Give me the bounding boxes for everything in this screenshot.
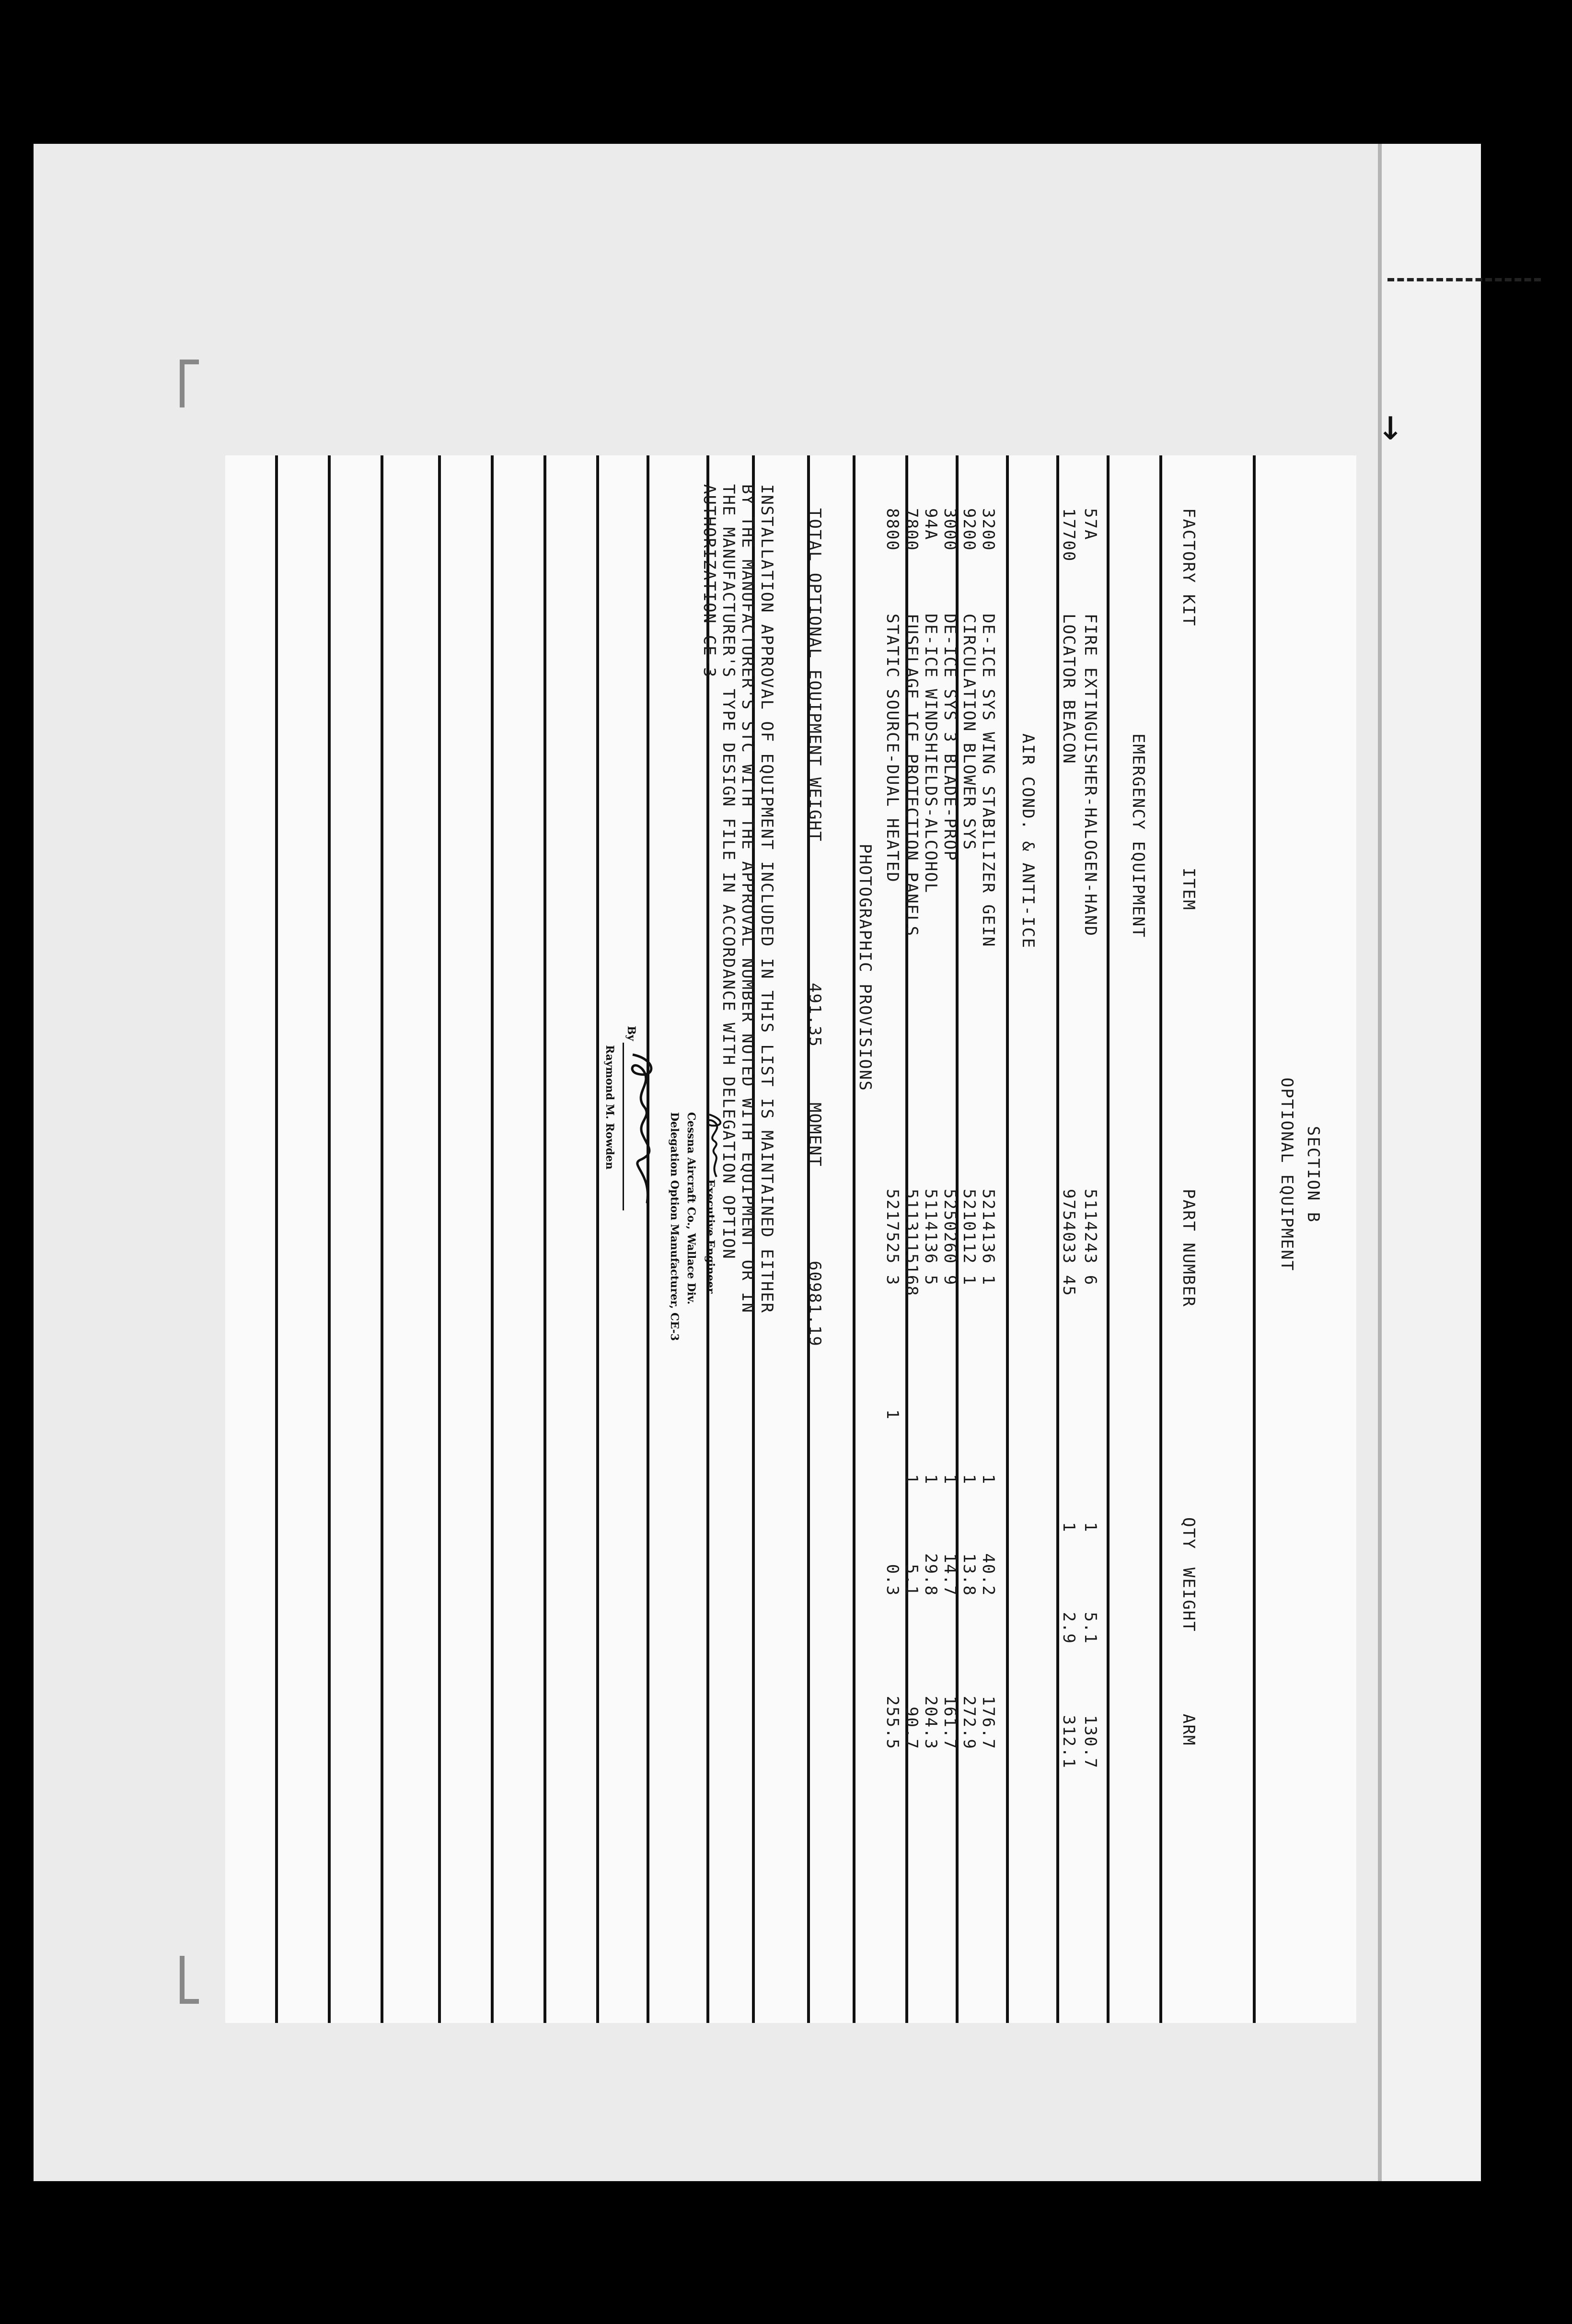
col-header-part-number: PART NUMBER: [1179, 1189, 1198, 1308]
group-heading: PHOTOGRAPHIC PROVISIONS: [855, 844, 875, 1092]
note-line: INSTALLATION APPROVAL OF EQUIPMENT INCLUDED IN THIS LIST IS MAINTAINED EITHER: [757, 484, 776, 1314]
row-item: FUSELAGE ICE PROTECTION PANELS: [902, 614, 921, 937]
row-arm: 130.7: [1081, 1715, 1100, 1769]
row-weight: 2.9: [1059, 1612, 1078, 1644]
row-arm: 161.7: [940, 1696, 959, 1750]
ruled-line: [1253, 455, 1256, 2023]
signer-title: Delegation Option Manufacturer, CE-3: [668, 1112, 681, 1341]
ruled-line: [1006, 455, 1009, 2023]
group-heading: AIR COND. & ANTI-ICE: [1018, 733, 1038, 949]
row-arm: 176.7: [979, 1696, 998, 1750]
row-factory-kit: 3000: [940, 508, 959, 551]
equipment-list-sheet: [225, 455, 1356, 2023]
section-label: SECTION B: [1304, 1126, 1323, 1223]
ruled-line: [543, 455, 546, 2023]
row-weight: 13.8: [959, 1553, 979, 1596]
row-part-number: 5250260 9: [940, 1189, 959, 1286]
dashed-margin-mark: [1387, 278, 1541, 281]
row-part-number: 5114243 6: [1081, 1189, 1100, 1286]
col-header-qty: QTY: [1179, 1517, 1198, 1550]
row-item: DE-ICE SYS WING STABILIZER GEIN: [979, 614, 998, 948]
row-factory-kit: 9200: [959, 508, 979, 551]
ruled-line: [381, 455, 383, 2023]
row-item: STATIC SOURCE-DUAL HEATED: [883, 614, 902, 883]
row-item: CIRCULATION BLOWER SYS: [959, 614, 979, 851]
row-weight: 5.1: [1081, 1612, 1100, 1644]
signer-role: Executive Engineer: [704, 1179, 717, 1294]
row-qty: 1: [940, 1474, 959, 1485]
ruled-line: [853, 455, 855, 2023]
row-factory-kit: 8800: [883, 508, 902, 551]
signer-name: Raymond M. Rowden: [603, 1045, 616, 1170]
ruled-line: [596, 455, 599, 2023]
ruled-line: [328, 455, 331, 2023]
col-header-weight: WEIGHT: [1179, 1568, 1198, 1632]
row-item: DE-ICE SYS 3 BLADE-PROP: [940, 614, 959, 861]
row-part-number: 5113115168: [902, 1189, 921, 1297]
row-qty: 1: [902, 1474, 921, 1485]
row-weight: 14.7: [940, 1553, 959, 1596]
row-qty: 1: [959, 1474, 979, 1485]
ruled-line: [491, 455, 494, 2023]
row-weight: 40.2: [979, 1553, 998, 1596]
row-part-number: 5214136 1: [979, 1189, 998, 1286]
note-line: THE MANUFACTURER'S TYPE DESIGN FILE IN ACCORDANCE WITH DELEGATION OPTION: [719, 484, 738, 1260]
row-qty: 1: [1081, 1522, 1100, 1533]
row-factory-kit: 17700: [1059, 508, 1078, 562]
page-title: OPTIONAL EQUIPMENT: [1277, 1077, 1296, 1272]
row-arm: 312.1: [1059, 1715, 1078, 1769]
rotated-content: [225, 455, 1356, 2023]
total-weight-value: 491.35: [805, 983, 824, 1047]
row-weight: 0.3: [883, 1564, 902, 1596]
row-weight: 29.8: [921, 1553, 940, 1596]
row-arm: 90.7: [902, 1707, 921, 1750]
row-part-number: 5114136 5: [921, 1189, 940, 1286]
ruled-line: [1107, 455, 1110, 2023]
signer-company: Cessna Aircraft Co., Wallace Div.: [685, 1112, 697, 1305]
col-header-arm: ARM: [1179, 1714, 1198, 1746]
row-part-number: 9754033 45: [1059, 1189, 1078, 1297]
row-arm: 204.3: [921, 1696, 940, 1750]
crop-corner-top-icon: [180, 360, 199, 407]
ruled-line: [647, 455, 649, 2023]
row-factory-kit: 7800: [902, 508, 921, 551]
row-part-number: 5217525 3: [883, 1189, 902, 1286]
col-header-factory-kit: FACTORY KIT: [1179, 508, 1198, 627]
row-qty: 1: [921, 1474, 940, 1485]
row-qty: 1: [1059, 1522, 1078, 1533]
note-line: AUTHORIZATION CE-3: [700, 484, 719, 678]
moment-value: 60981.19: [805, 1261, 824, 1347]
crop-corner-bottom-icon: [180, 1956, 199, 2004]
by-label: By: [625, 1026, 637, 1041]
note-line: BY THE MANUFACTURER'S STC WITH THE APPROVAL NUMBER NOTED WITH EQUIPMENT OR IN: [738, 484, 757, 1314]
ruled-line: [438, 455, 441, 2023]
row-qty: 1: [883, 1409, 902, 1420]
moment-label: MOMENT: [805, 1103, 824, 1167]
adjacent-page-edge: [1382, 144, 1481, 2181]
row-factory-kit: 57A: [1081, 508, 1100, 541]
row-factory-kit: 94A: [921, 508, 940, 541]
row-item: FIRE EXTINGUISHER-HALOGEN-HAND: [1081, 614, 1100, 937]
arrow-mark-icon: →: [1368, 415, 1419, 441]
ruled-line: [275, 455, 278, 2023]
group-heading: EMERGENCY EQUIPMENT: [1129, 733, 1148, 938]
row-arm: 255.5: [883, 1696, 902, 1750]
row-factory-kit: 3200: [979, 508, 998, 551]
row-part-number: 5210112 1: [959, 1189, 979, 1286]
row-arm: 272.9: [959, 1696, 979, 1750]
handwritten-signature-1: [700, 1112, 728, 1179]
col-header-item: ITEM: [1179, 868, 1198, 911]
row-item: DE-ICE WINDSHIELDS-ALCOHOL: [921, 614, 940, 894]
total-weight-label: TOTAL OPTIONAL EQUIPMENT WEIGHT: [805, 508, 824, 842]
page-fold-line: [1378, 144, 1382, 2181]
row-item: LOCATOR BEACON: [1059, 614, 1078, 765]
row-qty: 1: [979, 1474, 998, 1485]
handwritten-signature-2: [623, 1050, 661, 1208]
ruled-line: [1159, 455, 1162, 2023]
row-weight: 5.1: [902, 1564, 921, 1596]
